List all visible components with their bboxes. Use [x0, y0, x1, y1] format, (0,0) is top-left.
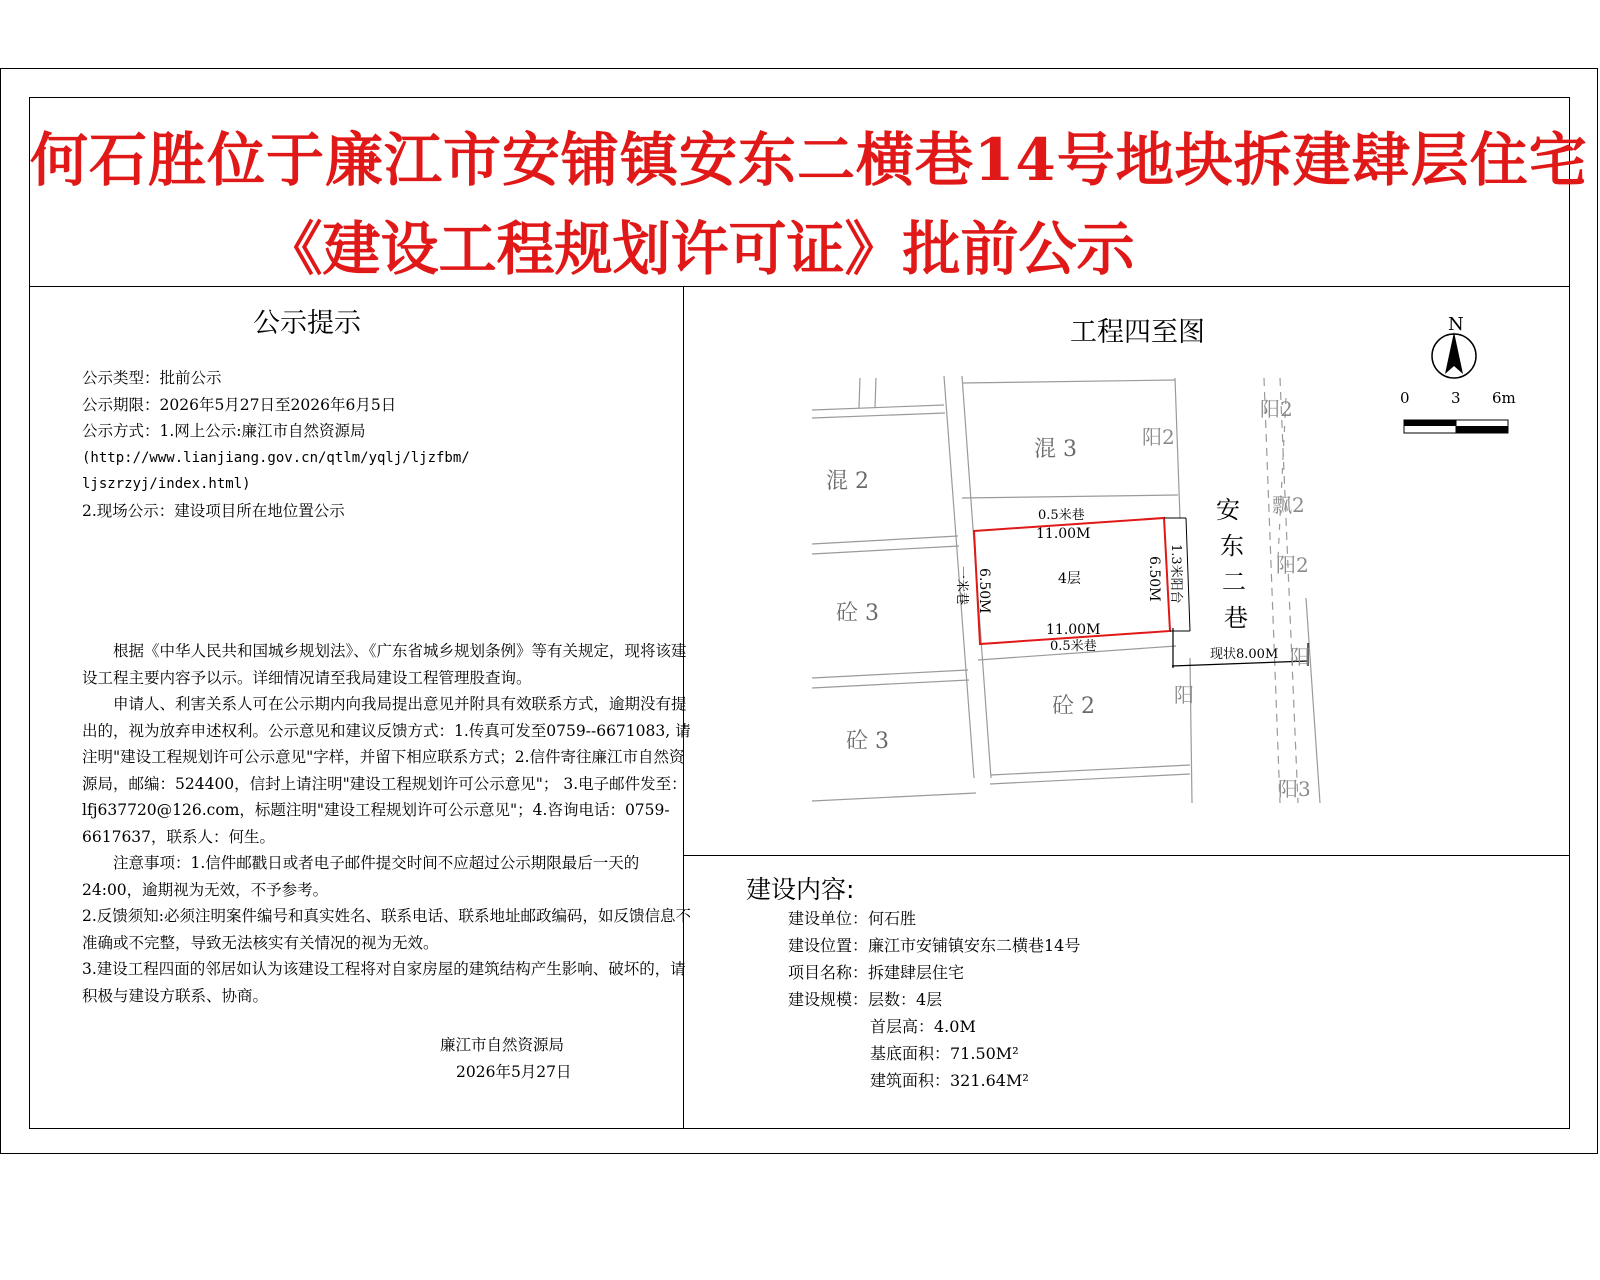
notice-heading: 公示提示	[253, 308, 361, 339]
dim-right-balcony: 1.3米阳台	[1168, 544, 1183, 604]
scale-label-3: 3	[1451, 389, 1461, 407]
north-label: N	[1448, 314, 1464, 335]
plot-label: 4层	[1058, 571, 1081, 587]
construction-scale: 建设规模：层数：4层	[788, 990, 943, 1009]
notice-type: 公示类型：批前公示	[82, 369, 222, 387]
street-char-4: 巷	[1224, 604, 1248, 632]
notice-para-3: 注意事项：1.信件邮戳日或者电子邮件提交时间不应超过公示期限最后一天的24:00，逾期视为无效，不予参考。	[82, 854, 640, 899]
notice-board	[29, 97, 1588, 1129]
notice-url-2: ljszrzyj/index.html)	[82, 476, 251, 492]
right-label-1: 阳2	[1260, 397, 1293, 421]
dim-bottom-length: 11.00M	[1046, 622, 1101, 638]
block-label-hun3: 混 3	[1034, 437, 1077, 462]
construction-base-area: 基底面积：71.50M²	[870, 1044, 1019, 1063]
scale-bar	[1400, 389, 1516, 433]
right-label-5: 阳	[1290, 645, 1310, 669]
notice-para-1: 根据《中华人民共和国城乡规划法》、《广东省城乡规划条例》等有关规定，现将该建设工程主要内容予以示。详细情况请至我局建设工程管理股查询。	[82, 642, 687, 687]
construction-first-floor: 首层高：4.0M	[870, 1017, 976, 1036]
construction-project: 项目名称：拆建肆层住宅	[788, 963, 965, 982]
construction-unit: 建设单位：何石胜	[788, 909, 917, 928]
block-label-tong2: 砼 2	[1052, 694, 1095, 719]
title-line-2: 《建设工程规划许可证》批前公示	[264, 215, 1135, 283]
street-char-3: 二	[1222, 568, 1246, 596]
scale-label-0: 0	[1400, 389, 1410, 407]
notice-para-4: 2.反馈须知:必须注明案件编号和真实姓名、联系电话、联系地址邮政编码，如反馈信息不准确或不完整，导致无法核实有关情况的视为无效。	[82, 907, 692, 952]
block-label-hun2: 混 2	[826, 469, 869, 494]
construction-total-area: 建筑面积：321.64M²	[870, 1071, 1029, 1090]
right-label-2: 阳2	[1142, 425, 1175, 449]
map-heading: 工程四至图	[1070, 317, 1205, 348]
title-line-1: 何石胜位于廉江市安铺镇安东二横巷14号地块拆建肆层住宅	[30, 126, 1588, 194]
notice-method: 公示方式：1.网上公示:廉江市自然资源局	[82, 422, 366, 440]
notice-para-5: 3.建设工程四面的邻居如认为该建设工程将对自家房屋的建筑结构产生影响、破坏的，请积极与建设方联系、协商。	[82, 960, 686, 1005]
dim-right-length: 6.50M	[1146, 556, 1162, 602]
right-label-3: 飘2	[1272, 493, 1305, 517]
notice-period: 公示期限：2026年5月27日至2026年6月5日	[82, 395, 397, 414]
block-label-tong3-b: 砼 3	[846, 729, 889, 754]
dim-top-length: 11.00M	[1036, 526, 1091, 542]
scale-label-6m: 6m	[1492, 389, 1516, 407]
notice-url-1: (http://www.lianjiang.gov.cn/qtlm/yqlj/ljzfbm/	[82, 449, 470, 466]
notice-onsite: 2.现场公示：建设项目所在地位置公示	[82, 501, 345, 520]
dim-top-lane: 0.5米巷	[1038, 508, 1085, 523]
issue-date: 2026年5月27日	[456, 1063, 572, 1081]
street-char-2: 东	[1220, 532, 1244, 560]
right-label-7: 阳3	[1278, 777, 1311, 801]
dim-left-lane: 一米巷	[954, 566, 969, 606]
block-label-tong3-a: 砼 3	[836, 601, 879, 626]
right-label-4: 阳2	[1276, 553, 1309, 577]
construction-location: 建设位置：廉江市安铺镇安东二横巷14号	[788, 936, 1081, 955]
issuer: 廉江市自然资源局	[440, 1036, 565, 1054]
dim-left-length: 6.50M	[976, 568, 992, 614]
notice-para-2: 申请人、利害关系人可在公示期内向我局提出意见并附具有效联系方式，逾期没有提出的，视为放弃申述权利。公示意见和建议反馈方式：1.传真可发至0759--6671083, 请注明"建设工程规划许可公示意见"字样，并留下相应联系方式；2.信件寄往廉江市自然资源局，邮编：524400，信封上请注明"建设工程规划许可公示意见"； 3.电子邮件发至：lfj637720@126.com，标题注明"建设工程规划许可公示意见"；4.咨询电话：0759-6617637，联系人：何生。	[82, 695, 691, 846]
dim-bottom-lane: 0.5米巷	[1050, 639, 1097, 654]
street-char-1: 安	[1216, 496, 1240, 524]
north-arrow-icon	[1432, 314, 1476, 378]
construction-heading: 建设内容:	[746, 875, 855, 904]
right-label-6: 阳	[1174, 683, 1194, 707]
dim-road-width: 现状8.00M	[1210, 647, 1279, 662]
